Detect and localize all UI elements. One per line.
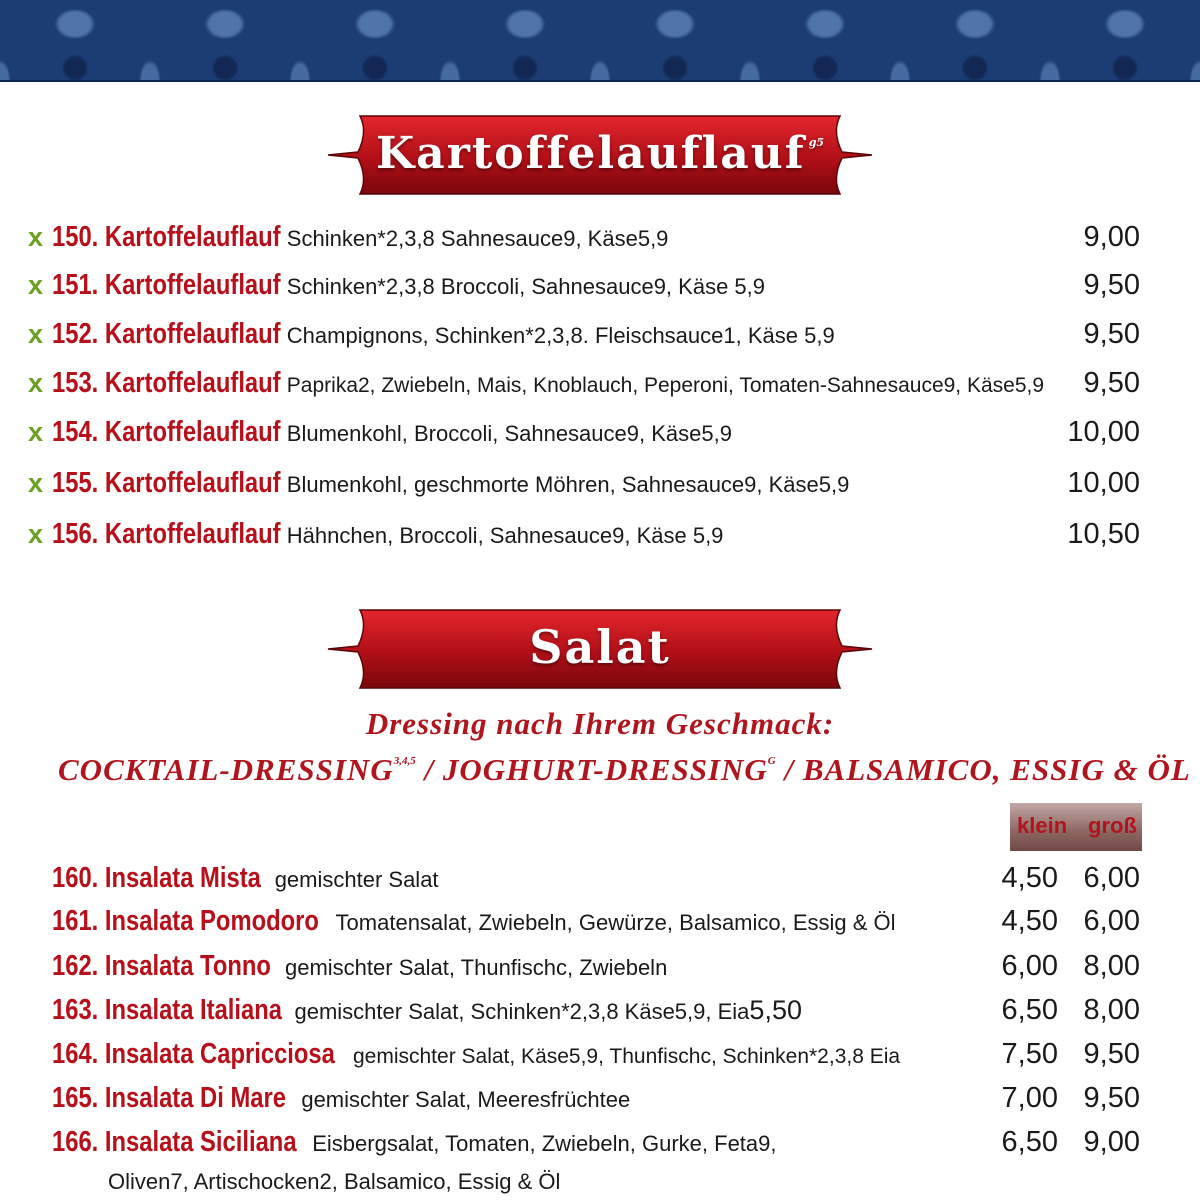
menu-item: [0, 901, 1200, 941]
section-banner-kartoffelauflauf: [0, 112, 1200, 198]
menu-item: [0, 1034, 1200, 1074]
item-price-small: 7,00: [1001, 1082, 1058, 1114]
item-price: 9,50: [1083, 269, 1140, 301]
item-price: 10,00: [1067, 416, 1140, 448]
menu-item: [0, 990, 1200, 1030]
banner-title-allergen: g5: [808, 136, 825, 149]
item-name: 151. Kartoffelauflauf: [52, 269, 281, 301]
item-price: 9,50: [1083, 318, 1140, 350]
item-marker: x: [28, 319, 44, 349]
banner-title-kartoffelauflauf: Kartoffelauflauf: [375, 128, 806, 179]
item-price-large: 8,00: [1083, 950, 1140, 982]
section-banner-salat: [0, 606, 1200, 692]
item-description: gemischter Salat, Thunfischc, Zwiebeln: [284, 955, 668, 980]
item-name: 161. Insalata Pomodoro: [52, 905, 319, 937]
item-description: Schinken*2,3,8 Sahnesauce9, Käse5,9: [286, 226, 669, 251]
item-price-large: 9,50: [1083, 1038, 1140, 1070]
dressing-cocktail-allergens: 3,4,5: [393, 755, 416, 767]
item-description: gemischter Salat, Schinken*2,3,8 Käse5,9, Eia: [294, 999, 750, 1024]
item-price-large: 6,00: [1083, 905, 1140, 937]
item-price: 9,50: [1083, 367, 1140, 399]
item-name: 163. Insalata Italiana: [52, 994, 282, 1026]
item-price: 9,00: [1083, 221, 1140, 253]
item-price-small: 6,50: [1001, 994, 1058, 1026]
menu-item: [0, 858, 1200, 898]
item-description: Champignons, Schinken*2,3,8. Fleischsauce1, Käse 5,9: [286, 323, 835, 348]
item-marker: x: [28, 468, 44, 498]
dressing-heading: Dressing nach Ihrem Geschmack:: [365, 706, 835, 741]
item-description: Blumenkohl, geschmorte Möhren, Sahnesauce9, Käse5,9: [286, 472, 850, 497]
size-header: [1010, 803, 1142, 851]
item-price-large: 9,50: [1083, 1082, 1140, 1114]
item-name: 150. Kartoffelauflauf: [52, 221, 281, 253]
item-name: 152. Kartoffelauflauf: [52, 318, 281, 350]
menu-item: [0, 217, 1200, 257]
item-marker: x: [28, 417, 44, 447]
dressing-joghurt-allergens: G: [767, 755, 776, 767]
item-description-continued: Oliven7, Artischocken2, Balsamico, Essig & Öl: [108, 1169, 561, 1194]
item-description: Schinken*2,3,8 Broccoli, Sahnesauce9, Käse 5,9: [286, 274, 765, 299]
menu-item: [0, 265, 1200, 305]
damask-header-pattern: [0, 0, 1200, 82]
menu-item: [0, 463, 1200, 503]
menu-item: [0, 363, 1200, 403]
menu-item: [0, 946, 1200, 986]
item-name: 164. Insalata Capricciosa: [52, 1038, 335, 1070]
item-name: 154. Kartoffelauflauf: [52, 416, 281, 448]
item-name: 165. Insalata Di Mare: [52, 1082, 286, 1114]
dressing-separator: /: [415, 752, 443, 787]
item-description: gemischter Salat: [274, 867, 439, 892]
dressing-cocktail: COCKTAIL-DRESSING: [58, 752, 394, 787]
size-large-label: groß: [1088, 813, 1137, 838]
menu-item: [0, 1122, 1200, 1162]
item-price-small: 4,50: [1001, 862, 1058, 894]
menu-item: [0, 514, 1200, 554]
item-description: gemischter Salat, Meeresfrüchtee: [301, 1087, 631, 1112]
item-price-small: 7,50: [1001, 1038, 1058, 1070]
menu-item: [0, 1078, 1200, 1118]
item-description: Paprika2, Zwiebeln, Mais, Knoblauch, Peperoni, Tomaten-Sahnesauce9, Käse5,9: [286, 374, 1045, 397]
item-description: Tomatensalat, Zwiebeln, Gewürze, Balsamico, Essig & Öl: [335, 910, 896, 935]
menu-item: [0, 412, 1200, 452]
item-name: 155. Kartoffelauflauf: [52, 467, 281, 499]
dressing-joghurt: JOGHURT-DRESSING: [442, 752, 768, 787]
item-price-small: 6,50: [1001, 1126, 1058, 1158]
item-name: 153. Kartoffelauflauf: [52, 367, 281, 399]
item-price-small: 6,00: [1001, 950, 1058, 982]
item-price-large: 8,00: [1083, 994, 1140, 1026]
item-description: Eisbergsalat, Tomaten, Zwiebeln, Gurke, Feta9,: [312, 1131, 777, 1156]
item-description: gemischter Salat, Käse5,9, Thunfischc, Schinken*2,3,8 Eia: [352, 1045, 901, 1068]
item-marker: x: [28, 368, 44, 398]
item-name: 160. Insalata Mista: [52, 862, 261, 894]
menu-item: [0, 314, 1200, 354]
item-price-small: 4,50: [1001, 905, 1058, 937]
banner-title-salat: Salat: [529, 620, 671, 674]
item-marker: x: [28, 519, 44, 549]
item-marker: x: [28, 222, 44, 252]
item-price: 10,00: [1067, 467, 1140, 499]
item-description: Hähnchen, Broccoli, Sahnesauce9, Käse 5,9: [286, 523, 724, 548]
item-price-large: 9,00: [1083, 1126, 1140, 1158]
item-price: 10,50: [1067, 518, 1140, 550]
item-name: 162. Insalata Tonno: [52, 950, 271, 982]
dressing-options: [58, 752, 1191, 788]
item-marker: x: [28, 270, 44, 300]
dressing-balsamico: / BALSAMICO, ESSIG & ÖL: [775, 752, 1191, 787]
item-extra-price: 5,50: [749, 995, 802, 1025]
size-small-label: klein: [1017, 813, 1068, 838]
item-name: 166. Insalata Siciliana: [52, 1126, 297, 1158]
item-name: 156. Kartoffelauflauf: [52, 518, 281, 550]
item-price-large: 6,00: [1083, 862, 1140, 894]
item-description: Blumenkohl, Broccoli, Sahnesauce9, Käse5,9: [286, 421, 732, 446]
